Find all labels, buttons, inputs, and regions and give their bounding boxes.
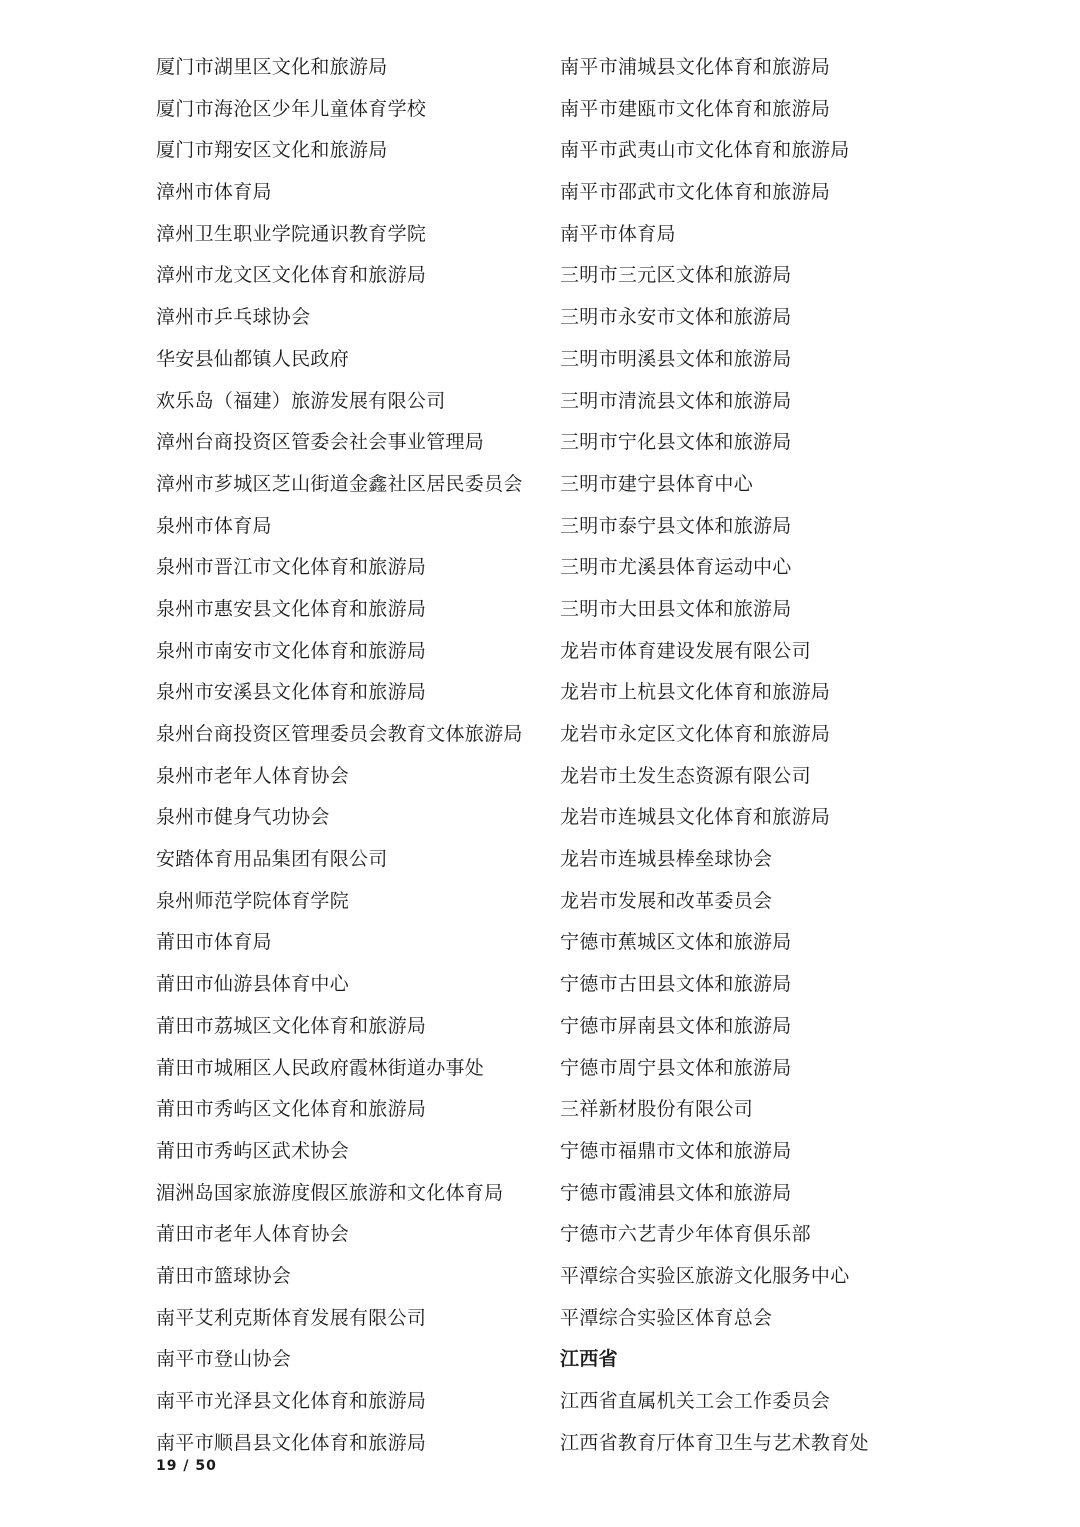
left-column-list bbox=[156, 47, 551, 1464]
list-item: 三明市明溪县文体和旅游局 bbox=[560, 347, 792, 370]
list-item: 宁德市屏南县文体和旅游局 bbox=[560, 1014, 792, 1037]
list-item: 平潭综合实验区旅游文化服务中心 bbox=[560, 1264, 850, 1287]
list-item: 漳州市龙文区文化体育和旅游局 bbox=[156, 264, 427, 287]
list-item: 泉州台商投资区管理委员会教育文体旅游局 bbox=[156, 723, 523, 745]
list-item: 南平艾利克斯体育发展有限公司 bbox=[156, 1306, 427, 1329]
list-item: 泉州市惠安县文化体育和旅游局 bbox=[156, 597, 427, 620]
list-item: 三明市清流县文体和旅游局 bbox=[560, 389, 792, 412]
list-item: 龙岩市上杭县文化体育和旅游局 bbox=[560, 681, 831, 704]
list-item: 江西省教育厅体育卫生与艺术教育处 bbox=[560, 1431, 869, 1454]
list-item: 安踏体育用品集团有限公司 bbox=[156, 848, 388, 871]
list-item: 泉州市安溪县文化体育和旅游局 bbox=[156, 681, 427, 704]
list-item: 南平市建瓯市文化体育和旅游局 bbox=[560, 97, 831, 120]
list-item: 漳州台商投资区管委会社会事业管理局 bbox=[156, 431, 485, 454]
list-item: 宁德市周宁县文体和旅游局 bbox=[560, 1056, 792, 1079]
list-item: 泉州师范学院体育学院 bbox=[156, 889, 350, 912]
list-item: 龙岩市土发生态资源有限公司 bbox=[560, 764, 811, 787]
list-item: 莆田市篮球协会 bbox=[156, 1264, 292, 1287]
list-item: 南平市顺昌县文化体育和旅游局 bbox=[156, 1431, 427, 1454]
list-item: 泉州市老年人体育协会 bbox=[156, 764, 350, 787]
list-item: 三明市建宁县体育中心 bbox=[560, 472, 754, 495]
list-item: 泉州市南安市文化体育和旅游局 bbox=[156, 639, 427, 662]
list-item: 宁德市古田县文体和旅游局 bbox=[560, 973, 792, 996]
list-item: 泉州市体育局 bbox=[156, 514, 272, 537]
list-item: 三明市大田县文体和旅游局 bbox=[560, 597, 792, 620]
list-item: 龙岩市连城县棒垒球协会 bbox=[560, 848, 773, 871]
list-item: 三明市尤溪县体育运动中心 bbox=[560, 556, 792, 579]
right-column-list bbox=[560, 47, 980, 1464]
list-item: 南平市体育局 bbox=[560, 222, 676, 245]
list-item: 泉州市晋江市文化体育和旅游局 bbox=[156, 556, 427, 579]
list-item: 泉州市健身气功协会 bbox=[156, 806, 330, 829]
list-item: 莆田市仙游县体育中心 bbox=[156, 973, 350, 996]
list-item: 湄洲岛国家旅游度假区旅游和文化体育局 bbox=[156, 1181, 504, 1204]
list-item: 厦门市湖里区文化和旅游局 bbox=[156, 56, 388, 78]
list-item: 莆田市老年人体育协会 bbox=[156, 1223, 350, 1246]
list-item: 龙岩市永定区文化体育和旅游局 bbox=[560, 723, 831, 745]
list-item: 江西省直属机关工会工作委员会 bbox=[560, 1390, 831, 1412]
list-item: 三祥新材股份有限公司 bbox=[560, 1098, 754, 1121]
list-item: 南平市浦城县文化体育和旅游局 bbox=[560, 56, 831, 78]
list-item: 平潭综合实验区体育总会 bbox=[560, 1306, 773, 1329]
list-item: 三明市三元区文体和旅游局 bbox=[560, 264, 792, 287]
list-item: 莆田市荔城区文化体育和旅游局 bbox=[156, 1014, 427, 1037]
list-item: 宁德市福鼎市文体和旅游局 bbox=[560, 1139, 792, 1162]
list-item: 宁德市蕉城区文体和旅游局 bbox=[560, 931, 792, 954]
list-item: 欢乐岛（福建）旅游发展有限公司 bbox=[156, 389, 446, 412]
list-item: 龙岩市发展和改革委员会 bbox=[560, 889, 773, 912]
list-item: 南平市邵武市文化体育和旅游局 bbox=[560, 181, 831, 204]
list-item: 宁德市霞浦县文体和旅游局 bbox=[560, 1181, 792, 1204]
list-item: 漳州市体育局 bbox=[156, 181, 272, 204]
list-item: 三明市宁化县文体和旅游局 bbox=[560, 431, 792, 454]
list-item: 南平市登山协会 bbox=[156, 1348, 292, 1371]
list-item: 华安县仙都镇人民政府 bbox=[156, 347, 350, 370]
list-item: 莆田市秀屿区文化体育和旅游局 bbox=[156, 1098, 427, 1121]
list-item: 莆田市体育局 bbox=[156, 931, 272, 954]
list-item: 漳州市乒乓球协会 bbox=[156, 306, 311, 329]
list-item: 厦门市翔安区文化和旅游局 bbox=[156, 139, 388, 162]
page-number: 19 / 50 bbox=[156, 1458, 217, 1474]
list-item: 三明市永安市文体和旅游局 bbox=[560, 306, 792, 329]
list-item: 南平市武夷山市文化体育和旅游局 bbox=[560, 139, 850, 162]
list-item: 莆田市秀屿区武术协会 bbox=[156, 1139, 350, 1162]
list-item: 漳州卫生职业学院通识教育学院 bbox=[156, 222, 427, 245]
list-item: 龙岩市连城县文化体育和旅游局 bbox=[560, 806, 831, 829]
list-item: 莆田市城厢区人民政府霞林街道办事处 bbox=[156, 1056, 485, 1079]
list-item: 宁德市六艺青少年体育俱乐部 bbox=[560, 1223, 811, 1246]
list-item: 厦门市海沧区少年儿童体育学校 bbox=[156, 97, 427, 120]
list-item: 漳州市芗城区芝山街道金鑫社区居民委员会 bbox=[156, 472, 523, 495]
list-item: 三明市泰宁县文体和旅游局 bbox=[560, 514, 792, 537]
list-item: 南平市光泽县文化体育和旅游局 bbox=[156, 1390, 427, 1412]
list-item: 龙岩市体育建设发展有限公司 bbox=[560, 639, 811, 662]
section-heading: 江西省 bbox=[560, 1348, 618, 1371]
